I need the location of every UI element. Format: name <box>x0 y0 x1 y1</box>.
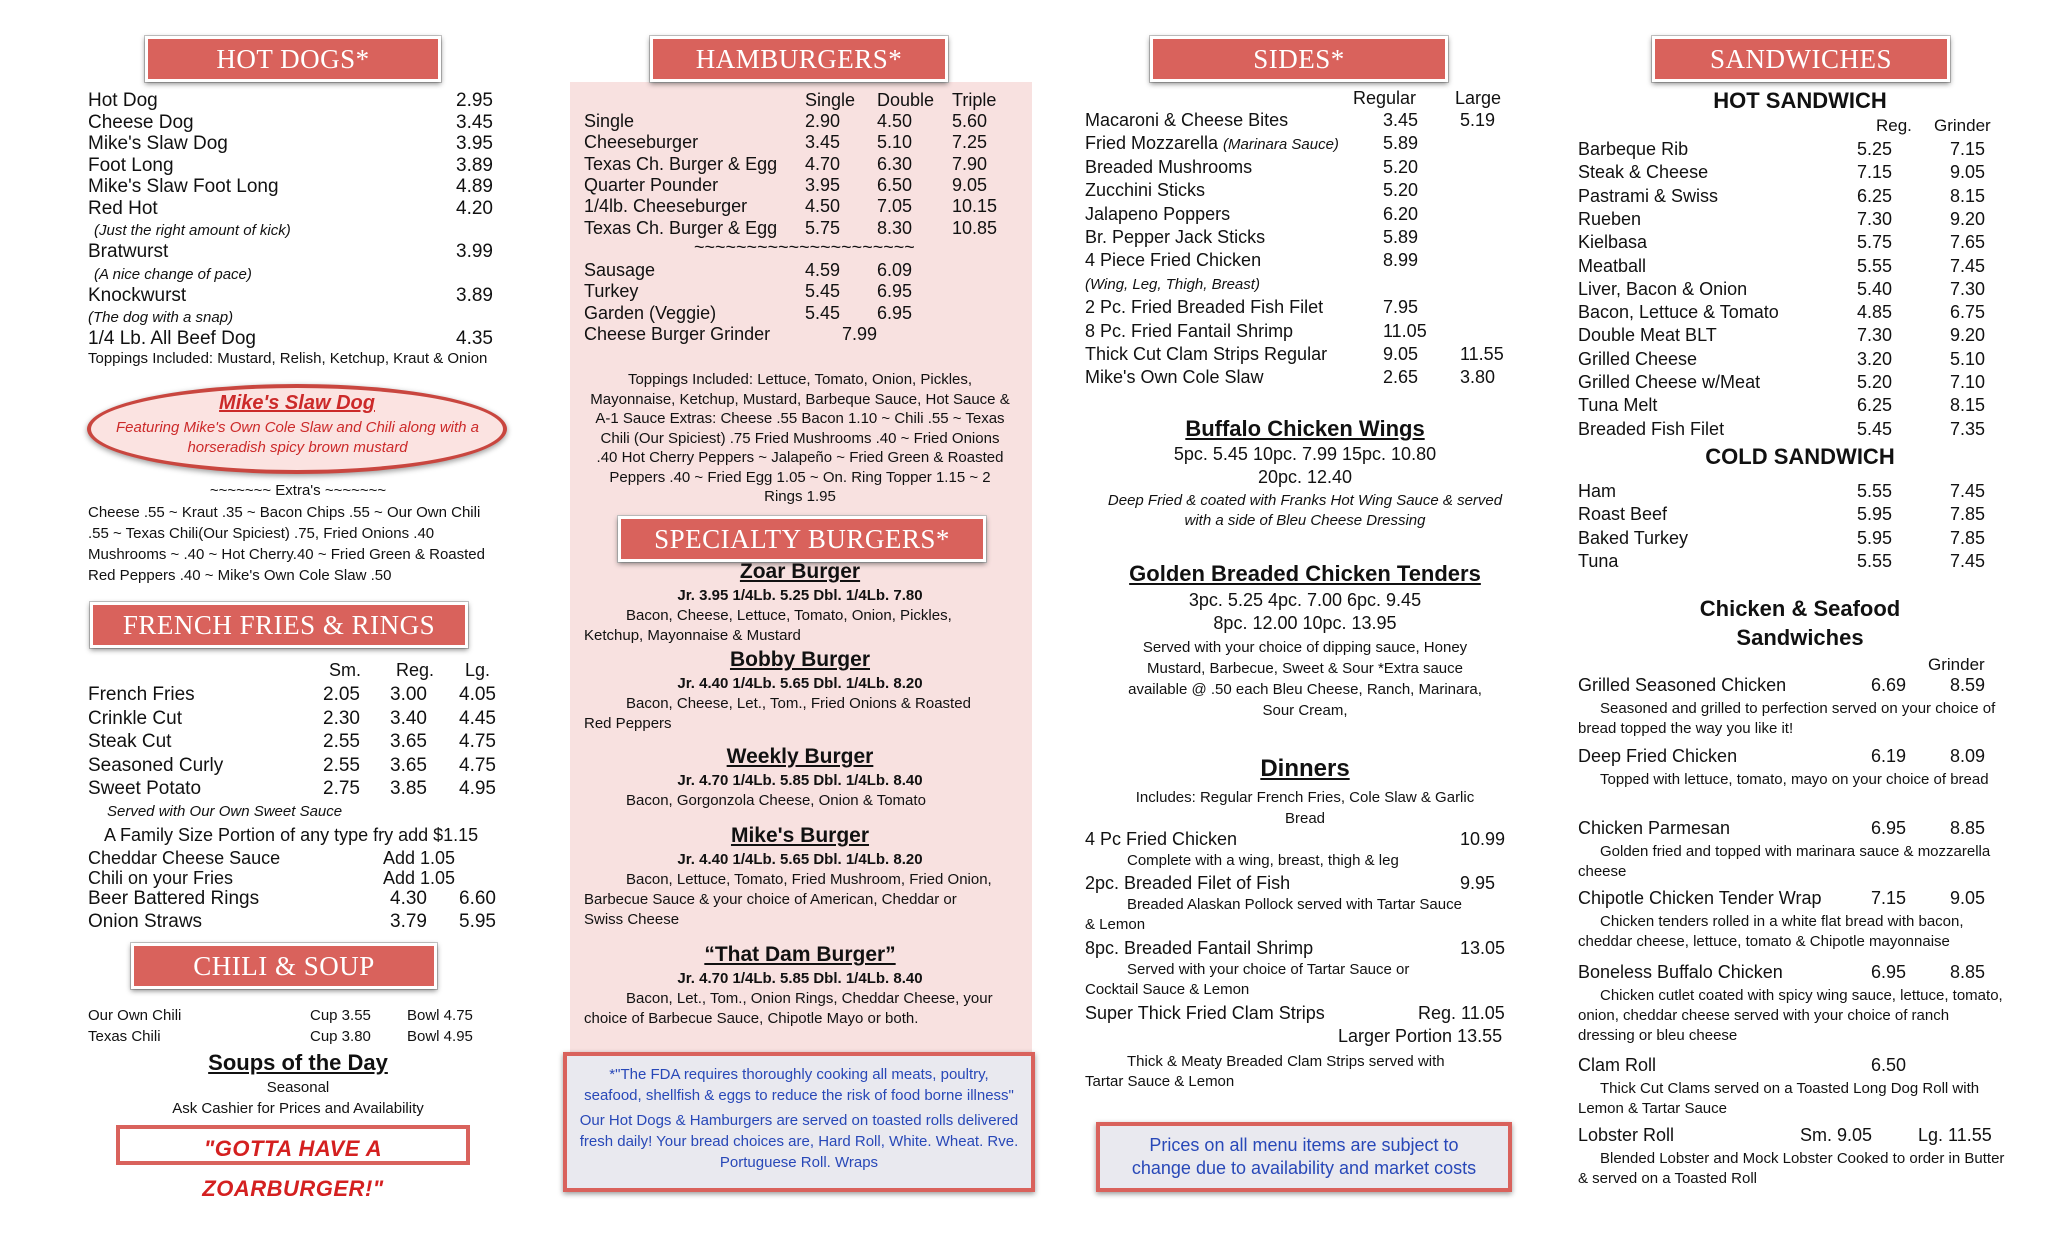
sides-reg: 5.20 <box>1383 180 1419 201</box>
hotdog-price: 4.89 <box>456 176 493 197</box>
cold-sandwich-name: Tuna <box>1578 550 1619 571</box>
tenders-title: Golden Breaded Chicken Tenders <box>1129 561 1481 586</box>
cold-sandwich-reg: 5.95 <box>1857 527 1893 548</box>
extras-title: ~~~~~~~ Extra's ~~~~~~~ <box>209 482 387 499</box>
fries-name: Seasoned Curly <box>88 754 224 776</box>
hotdog-name: Bratwurst <box>88 241 169 262</box>
fries-name: Sweet Potato <box>88 778 202 799</box>
cs-grinder: 8.85 <box>1950 818 1986 838</box>
burger-double: 8.30 <box>877 217 913 238</box>
sides-reg: 5.20 <box>1383 156 1419 177</box>
cs-header-grinder: Grinder <box>1928 655 1985 674</box>
cold-sandwich-grinder: 7.45 <box>1950 550 1986 571</box>
wings-prices-2: 20pc. 12.40 <box>1257 467 1353 487</box>
sides-name: Jalapeno Poppers <box>1085 203 1231 224</box>
fries-header: Reg. <box>396 660 435 680</box>
hotdog-name: Mike's Slaw Foot Long <box>88 176 279 197</box>
hotdog-name: Mike's Slaw Dog <box>88 133 228 154</box>
burger-single: 3.45 <box>805 132 841 153</box>
hotdog-price: 3.99 <box>456 241 493 262</box>
specialty-banner: SPECIALTY BURGERS* <box>618 516 986 562</box>
burger-single: 5.75 <box>805 217 841 238</box>
hot-sandwich-reg: 6.25 <box>1857 395 1893 416</box>
specialty-desc: Bacon, Gorgonzola Cheese, Onion & Tomato <box>626 792 926 809</box>
burger-name: Quarter Pounder <box>584 174 719 195</box>
burger-header: Triple <box>952 90 997 110</box>
grinder-price: 7.99 <box>842 323 878 344</box>
cs-grinder: 9.05 <box>1950 888 1986 908</box>
sides-reg: 11.05 <box>1383 320 1427 341</box>
fries-reg: 3.00 <box>390 684 427 705</box>
hot-sandwich-grinder: 7.15 <box>1950 139 1986 159</box>
burger-other-single: 5.45 <box>805 281 841 302</box>
clam-desc: Thick & Meaty Breaded Clam Strips served with Tartar Sauce & Lemon <box>1085 1053 1445 1090</box>
cs-reg: 6.19 <box>1871 746 1907 766</box>
fries-sm: 2.55 <box>323 731 360 752</box>
hotdog-note: (A nice change of pace) <box>94 265 252 283</box>
specialty-name: Zoar Burger <box>739 560 861 583</box>
cold-sandwich-grinder: 7.85 <box>1950 527 1986 548</box>
sides-name: 8 Pc. Fried Fantail Shrimp <box>1085 320 1294 341</box>
hotdogs-extras: Cheese .55 ~ Kraut .35 ~ Bacon Chips .55 ~ Our Own Chili .55 ~ Texas Chili(Our Spiciest) .75, Fried Onions .40 Mushrooms ~ .40 ~ Hot Cherry.40 ~ Fried Green & Roasted Red Peppers .40 ~ Mike's Own Cole Slaw .50 <box>88 504 485 584</box>
fries-lg: 4.05 <box>459 684 496 705</box>
hot-sandwich-grinder: 9.20 <box>1950 325 1986 346</box>
specialty-desc: Bacon, Cheese, Lettuce, Tomato, Onion, Pickles, Ketchup, Mayonnaise & Mustard <box>584 607 952 644</box>
sandwich-header-reg: Reg. <box>1876 116 1912 135</box>
fries-lg: 4.95 <box>459 778 496 799</box>
sandwich-header-grinder: Grinder <box>1934 116 1991 135</box>
specialty-name: Bobby Burger <box>729 648 870 671</box>
cs-name: Grilled Seasoned Chicken <box>1578 675 1787 695</box>
cs-reg: 6.50 <box>1871 1055 1907 1075</box>
cs-reg: 6.95 <box>1871 818 1907 838</box>
dinner-name: Super Thick Fried Clam Strips <box>1085 1003 1325 1023</box>
cold-sandwich-reg: 5.55 <box>1857 550 1893 571</box>
cs-name: Clam Roll <box>1578 1055 1657 1075</box>
soups-title: Soups of the Day <box>208 1050 388 1075</box>
burger-double: 6.50 <box>877 174 913 195</box>
burger-name: 1/4lb. Cheeseburger <box>584 196 748 217</box>
hot-sandwich-grinder: 7.35 <box>1950 418 1986 439</box>
specialty-prices: Jr. 3.95 1/4Lb. 5.25 Dbl. 1/4Lb. 7.80 <box>677 587 923 604</box>
specialty-name: Weekly Burger <box>726 745 874 768</box>
burger-name: Texas Ch. Burger & Egg <box>584 217 778 238</box>
hotdogs-toppings: Toppings Included: Mustard, Relish, Ketchup, Kraut & Onion <box>88 350 488 367</box>
hotdog-note: (Just the right amount of kick) <box>94 222 291 239</box>
dinner-desc: Breaded Alaskan Pollock served with Tartar Sauce & Lemon <box>1085 896 1462 933</box>
hot-sandwich-reg: 7.15 <box>1857 162 1893 183</box>
chili-cup: Cup 3.80 <box>310 1028 371 1045</box>
hotdog-price: 2.95 <box>456 90 493 111</box>
ring-lg: 6.60 <box>459 888 496 909</box>
soups-ask: Ask Cashier for Prices and Availability <box>172 1100 424 1117</box>
hot-sandwich-name: Grilled Cheese w/Meat <box>1578 372 1761 392</box>
sides-header-reg: Regular <box>1353 88 1417 108</box>
specialty-desc: Bacon, Lettuce, Tomato, Fried Mushroom, Fried Onion, Barbecue Sauce & your choice of American, Cheddar or Swiss Cheese <box>584 871 992 928</box>
cs-desc: Chicken cutlet coated with spicy wing sauce, lettuce, tomato, onion, cheddar cheese served with your choice of ranch dressing or bleu cheese <box>1578 987 2003 1044</box>
hotdog-price: 3.45 <box>456 111 493 133</box>
specialty-name: “That Dam Burger” <box>704 943 896 966</box>
cs-grinder: 8.09 <box>1950 746 1986 766</box>
fries-reg: 3.40 <box>390 707 427 729</box>
fries-reg: 3.65 <box>390 731 427 752</box>
sides-name: Fried Mozzarella (Marinara Sauce) <box>1085 133 1339 154</box>
hot-sandwich-reg: 5.55 <box>1857 255 1893 276</box>
hot-sandwich-reg: 5.75 <box>1857 232 1893 253</box>
hot-sandwich-grinder: 6.75 <box>1950 302 1986 323</box>
wings-prices-1: 5pc. 5.45 10pc. 7.99 15pc. 10.80 <box>1173 444 1437 464</box>
burger-single: 2.90 <box>805 111 841 131</box>
ring-reg: 4.30 <box>390 888 427 909</box>
chili-banner: CHILI & SOUP <box>131 943 437 989</box>
fries-banner: FRENCH FRIES & RINGS <box>90 602 468 648</box>
hot-sandwich-grinder: 9.05 <box>1950 162 1986 183</box>
dinners-title: Dinners <box>1260 755 1350 782</box>
hot-sandwich-name: Liver, Bacon & Onion <box>1578 278 1748 299</box>
slaw-dog-desc: Featuring Mike's Own Cole Slaw and Chili along with a horseradish spicy brown mustard <box>115 419 480 456</box>
burger-other-name: Garden (Veggie) <box>584 302 717 323</box>
ring-lg: 5.95 <box>459 911 496 932</box>
sides-note: (Wing, Leg, Thigh, Breast) <box>1085 275 1260 293</box>
fries-name: Steak Cut <box>88 731 172 752</box>
dinner-name: 8pc. Breaded Fantail Shrimp <box>1085 938 1314 958</box>
burger-single: 3.95 <box>805 174 841 195</box>
cs-desc: Seasoned and grilled to perfection served on your choice of bread topped the way you like it! <box>1578 700 1996 737</box>
fries-sm: 2.05 <box>323 684 360 705</box>
hot-sandwich-reg: 5.20 <box>1857 372 1893 392</box>
hot-sandwich-grinder: 9.20 <box>1950 208 1986 229</box>
hot-sandwich-reg: 4.85 <box>1857 302 1893 323</box>
hot-sandwich-name: Tuna Melt <box>1578 395 1658 416</box>
cs-name: Boneless Buffalo Chicken <box>1578 962 1783 982</box>
hot-sandwich-name: Double Meat BLT <box>1578 325 1717 346</box>
tenders-prices-2: 8pc. 12.00 10pc. 13.95 <box>1213 613 1397 633</box>
hot-sandwich-name: Kielbasa <box>1578 232 1648 253</box>
dinner-name: 2pc. Breaded Filet of Fish <box>1085 873 1291 893</box>
slogan-box: "GOTTA HAVE A ZOARBURGER!" <box>116 1125 470 1165</box>
burger-other-single: 5.45 <box>805 302 841 323</box>
dinner-price: 9.95 <box>1460 873 1496 893</box>
burgers-toppings: Toppings Included: Lettuce, Tomato, Onion, Pickles, Mayonnaise, Ketchup, Mustard, Barbeque Sauce, Hot Sauce & A-1 Sauce Extras: Cheese .55 Bacon 1.10 ~ Chili .55 ~ Texas Chili (Our Spiciest) .75 Fried Mushrooms .40 ~ Fried Onions .40 Hot Cherry Peppers ~ Jalapeño ~ Fried Green & Roasted Peppers .40 ~ Fried Egg 1.05 ~ On. Ring Topper 1.15 ~ 2 Rings 1.95 <box>590 371 1010 505</box>
specialty-name: Mike's Burger <box>730 824 870 847</box>
sides-name: 2 Pc. Fried Breaded Fish Filet <box>1085 297 1324 318</box>
fries-sm: 2.30 <box>323 707 360 729</box>
chili-name: Texas Chili <box>88 1028 161 1045</box>
fda-box <box>563 1052 1035 1192</box>
lobster-name: Lobster Roll <box>1578 1125 1675 1145</box>
burger-triple: 7.90 <box>952 153 988 174</box>
fries-header: Sm. <box>329 660 362 680</box>
hotdog-price: 4.20 <box>456 197 493 219</box>
sides-lg: 5.19 <box>1460 110 1496 130</box>
sides-reg: 6.20 <box>1383 203 1419 224</box>
cs-reg: 7.15 <box>1871 888 1907 908</box>
dinner-desc: Complete with a wing, breast, thigh & leg <box>1127 852 1399 869</box>
specialty-desc: Bacon, Let., Tom., Onion Rings, Cheddar Cheese, your choice of Barbecue Sauce, Chipotle Mayo or both. <box>584 990 993 1027</box>
specialty-prices: Jr. 4.40 1/4Lb. 5.65 Dbl. 1/4Lb. 8.20 <box>677 675 923 692</box>
sides-name: 4 Piece Fried Chicken <box>1085 250 1262 271</box>
fries-sm: 2.55 <box>323 754 360 776</box>
hot-sandwich-grinder: 8.15 <box>1950 395 1986 416</box>
cold-sandwich-name: Roast Beef <box>1578 504 1668 525</box>
sides-sauce-note: (Marinara Sauce) <box>1223 136 1339 154</box>
fries-lg: 4.45 <box>459 707 496 729</box>
cs-desc: Chicken tenders rolled in a white flat bread with bacon, cheddar cheese, lettuce, tomato & Chipotle mayonnaise <box>1578 913 1964 950</box>
burger-triple: 7.25 <box>952 132 988 153</box>
hot-sandwich-name: Meatball <box>1578 255 1647 276</box>
burger-other-double: 6.95 <box>877 302 913 323</box>
hot-sandwich-name: Grilled Cheese <box>1578 348 1698 369</box>
cold-sandwich-reg: 5.95 <box>1857 504 1893 525</box>
hot-sandwich-name: Barbeque Rib <box>1578 139 1689 159</box>
cold-sandwich-reg: 5.55 <box>1857 481 1893 501</box>
lobster-lg: Lg. 11.55 <box>1918 1125 1992 1145</box>
burger-header: Single <box>805 90 856 110</box>
sides-banner: SIDES* <box>1150 36 1448 82</box>
slaw-dog-title: Mike's Slaw Dog <box>219 392 375 414</box>
hot-sandwich-reg: 6.25 <box>1857 185 1893 206</box>
sides-header-lg: Large <box>1455 88 1502 108</box>
hotdog-note: (The dog with a snap) <box>88 309 234 326</box>
burger-name: Single <box>584 111 635 131</box>
specialty-prices: Jr. 4.70 1/4Lb. 5.85 Dbl. 1/4Lb. 8.40 <box>677 970 923 987</box>
cold-sandwich-title: COLD SANDWICH <box>1705 443 1895 469</box>
cold-sandwich-name: Baked Turkey <box>1578 527 1689 548</box>
cs-name: Chicken Parmesan <box>1578 818 1731 838</box>
hot-sandwich-grinder: 7.10 <box>1950 372 1986 392</box>
hamburgers-banner: HAMBURGERS* <box>650 36 948 82</box>
burger-other-name: Turkey <box>584 281 639 302</box>
hot-sandwich-title: HOT SANDWICH <box>1713 88 1887 113</box>
hotdogs-banner: HOT DOGS* <box>145 36 441 82</box>
fries-reg: 3.65 <box>390 754 427 776</box>
burger-name: Texas Ch. Burger & Egg <box>584 153 778 174</box>
prices-note-box <box>1096 1122 1512 1192</box>
cs-reg: 6.95 <box>1871 962 1907 982</box>
sandwiches-banner: SANDWICHES <box>1652 36 1950 82</box>
hotdog-price: 3.89 <box>456 284 493 306</box>
wings-desc: Deep Fried & coated with Franks Hot Wing Sauce & served with a side of Bleu Cheese Dressing <box>1107 492 1503 529</box>
sides-name: Mike's Own Cole Slaw <box>1085 367 1264 388</box>
sides-reg: 7.95 <box>1383 297 1419 318</box>
cold-sandwich-name: Ham <box>1578 481 1617 501</box>
burger-header: Double <box>877 90 935 110</box>
sides-reg: 3.45 <box>1383 110 1419 130</box>
hot-sandwich-name: Bacon, Lettuce & Tomato <box>1578 302 1779 323</box>
burger-other-single: 4.59 <box>805 260 841 280</box>
grinder-name: Cheese Burger Grinder <box>584 323 771 344</box>
burger-name: Cheeseburger <box>584 132 699 153</box>
sides-reg: 2.65 <box>1383 367 1419 388</box>
specialty-prices: Jr. 4.70 1/4Lb. 5.85 Dbl. 1/4Lb. 8.40 <box>677 772 923 789</box>
hot-sandwich-reg: 5.45 <box>1857 418 1893 439</box>
lobster-desc: Blended Lobster and Mock Lobster Cooked to order in Butter & served on a Toasted Roll <box>1578 1150 2005 1187</box>
chili-bowl: Bowl 4.95 <box>407 1028 473 1045</box>
dinner-price: 13.05 <box>1460 938 1506 958</box>
chicken-seafood-title-2: Sandwiches <box>1736 625 1864 650</box>
hotdog-price: 3.95 <box>456 133 493 154</box>
cs-desc: Topped with lettuce, tomato, mayo on your choice of bread <box>1600 771 1989 788</box>
ring-name: Beer Battered Rings <box>88 888 260 909</box>
hotdog-name: Knockwurst <box>88 284 187 306</box>
family-note: A Family Size Portion of any type fry add $1.15 <box>104 825 479 845</box>
cold-sandwich-grinder: 7.45 <box>1950 481 1986 501</box>
sides-reg: 5.89 <box>1383 227 1419 247</box>
addon-name: Chili on your Fries <box>88 868 234 888</box>
chili-cup: Cup 3.55 <box>310 1007 371 1024</box>
burger-triple: 10.15 <box>952 196 998 217</box>
hotdog-name: Cheese Dog <box>88 111 194 133</box>
addon-price: Add 1.05 <box>383 868 456 888</box>
burger-double: 6.30 <box>877 153 913 174</box>
cs-name: Deep Fried Chicken <box>1578 746 1738 766</box>
chili-bowl: Bowl 4.75 <box>407 1007 473 1024</box>
cs-desc: Golden fried and topped with marinara sauce & mozzarella cheese <box>1578 843 1991 880</box>
burger-triple: 5.60 <box>952 111 988 131</box>
cold-sandwich-grinder: 7.85 <box>1950 504 1986 525</box>
hot-sandwich-reg: 5.40 <box>1857 278 1893 299</box>
burger-other-name: Sausage <box>584 260 656 280</box>
burger-double: 5.10 <box>877 132 913 153</box>
fries-lg: 4.75 <box>459 731 496 752</box>
hot-sandwich-reg: 7.30 <box>1857 208 1893 229</box>
fries-name: Crinkle Cut <box>88 707 182 729</box>
hotdog-name: 1/4 Lb. All Beef Dog <box>88 328 256 349</box>
burger-single: 4.70 <box>805 153 841 174</box>
hot-sandwich-name: Breaded Fish Filet <box>1578 418 1725 439</box>
wings-title: Buffalo Chicken Wings <box>1185 416 1425 441</box>
hotdog-name: Red Hot <box>88 197 158 219</box>
burger-single: 4.50 <box>805 196 841 217</box>
cs-desc: Thick Cut Clams served on a Toasted Long Dog Roll with Lemon & Tartar Sauce <box>1578 1080 1980 1117</box>
burger-triple: 9.05 <box>952 174 988 195</box>
sides-name: Thick Cut Clam Strips Regular <box>1085 344 1328 364</box>
burger-other-double: 6.09 <box>877 260 913 280</box>
fries-reg: 3.85 <box>390 778 427 799</box>
hot-sandwich-reg: 3.20 <box>1857 348 1893 369</box>
sides-reg: 9.05 <box>1383 344 1419 364</box>
fries-name: French Fries <box>88 684 195 705</box>
clam-larger: Larger Portion 13.55 <box>1338 1026 1503 1046</box>
chicken-seafood-title-1: Chicken & Seafood <box>1699 596 1901 621</box>
specialty-prices: Jr. 4.40 1/4Lb. 5.65 Dbl. 1/4Lb. 8.20 <box>677 851 923 868</box>
hot-sandwich-reg: 7.30 <box>1857 325 1893 346</box>
sides-name: Breaded Mushrooms <box>1085 156 1253 177</box>
dinners-includes: Includes: Regular French Fries, Cole Slaw & Garlic Bread <box>1135 789 1475 827</box>
rolls-note: Our Hot Dogs & Hamburgers are served on toasted rolls delivered fresh daily! Your bread choices are, Hard Roll, White. Wheat. Rve. Portuguese Roll. Wraps <box>579 1112 1019 1171</box>
cs-name: Chipotle Chicken Tender Wrap <box>1578 888 1822 908</box>
hot-sandwich-grinder: 8.15 <box>1950 185 1986 206</box>
dinner-name: 4 Pc Fried Chicken <box>1085 829 1238 849</box>
dinner-price: 10.99 <box>1460 829 1506 849</box>
burger-triple: 10.85 <box>952 217 998 238</box>
ring-name: Onion Straws <box>88 911 203 932</box>
burger-other-double: 6.95 <box>877 281 913 302</box>
hotdog-name: Hot Dog <box>88 90 158 111</box>
sides-reg: 8.99 <box>1383 250 1419 271</box>
cs-reg: 6.69 <box>1871 675 1907 695</box>
prices-note: Prices on all menu items are subject to change due to availability and market costs <box>1131 1135 1477 1178</box>
hotdog-price: 3.89 <box>456 154 493 176</box>
sweet-note: Served with Our Own Sweet Sauce <box>107 803 343 820</box>
sides-lg: 11.55 <box>1460 344 1504 364</box>
fda-note: *"The FDA requires thoroughly cooking all meats, poultry, seafood, shellfish & eggs to reduce the risk of food borne illness" <box>584 1066 1014 1104</box>
sides-lg: 3.80 <box>1460 367 1496 388</box>
fries-header: Lg. <box>465 660 491 680</box>
tenders-prices-1: 3pc. 5.25 4pc. 7.00 6pc. 9.45 <box>1188 590 1422 610</box>
lobster-sm: Sm. 9.05 <box>1800 1125 1873 1145</box>
sides-reg: 5.89 <box>1383 133 1419 154</box>
dinner-desc: Served with your choice of Tartar Sauce or Cocktail Sauce & Lemon <box>1085 961 1410 998</box>
hot-sandwich-reg: 5.25 <box>1857 139 1893 159</box>
burger-double: 4.50 <box>877 111 913 131</box>
sides-name: Br. Pepper Jack Sticks <box>1085 227 1266 247</box>
sides-name: Macaroni & Cheese Bites <box>1085 110 1289 130</box>
chili-name: Our Own Chili <box>88 1007 182 1024</box>
specialty-desc: Bacon, Cheese, Let., Tom., Fried Onions & Roasted Red Peppers <box>584 695 971 732</box>
addon-name: Cheddar Cheese Sauce <box>88 848 281 868</box>
fries-sm: 2.75 <box>323 778 360 799</box>
hot-sandwich-grinder: 7.30 <box>1950 278 1986 299</box>
ring-reg: 3.79 <box>390 911 427 932</box>
cs-grinder: 8.59 <box>1950 675 1986 695</box>
hotdog-price: 4.35 <box>456 328 493 349</box>
tenders-desc: Served with your choice of dipping sauce, Honey Mustard, Barbecue, Sweet & Sour *Extra sauce available @ .50 each Bleu Cheese, Ranch, Marinara, Sour Cream, <box>1128 639 1482 719</box>
sides-name: Zucchini Sticks <box>1085 180 1206 201</box>
hot-sandwich-name: Rueben <box>1578 208 1642 229</box>
hotdog-name: Foot Long <box>88 154 174 176</box>
hot-sandwich-name: Pastrami & Swiss <box>1578 185 1719 206</box>
cs-grinder: 8.85 <box>1950 962 1986 982</box>
burger-divider: ~~~~~~~~~~~~~~~~~~~~~ <box>694 236 915 257</box>
fries-lg: 4.75 <box>459 754 496 776</box>
burger-double: 7.05 <box>877 196 913 217</box>
dinner-price: Reg. 11.05 <box>1418 1003 1505 1023</box>
soups-seasonal: Seasonal <box>266 1079 330 1096</box>
hot-sandwich-grinder: 7.45 <box>1950 255 1986 276</box>
addon-price: Add 1.05 <box>383 848 456 868</box>
hot-sandwich-grinder: 5.10 <box>1950 348 1986 369</box>
hot-sandwich-name: Steak & Cheese <box>1578 162 1709 183</box>
hot-sandwich-grinder: 7.65 <box>1950 232 1986 253</box>
